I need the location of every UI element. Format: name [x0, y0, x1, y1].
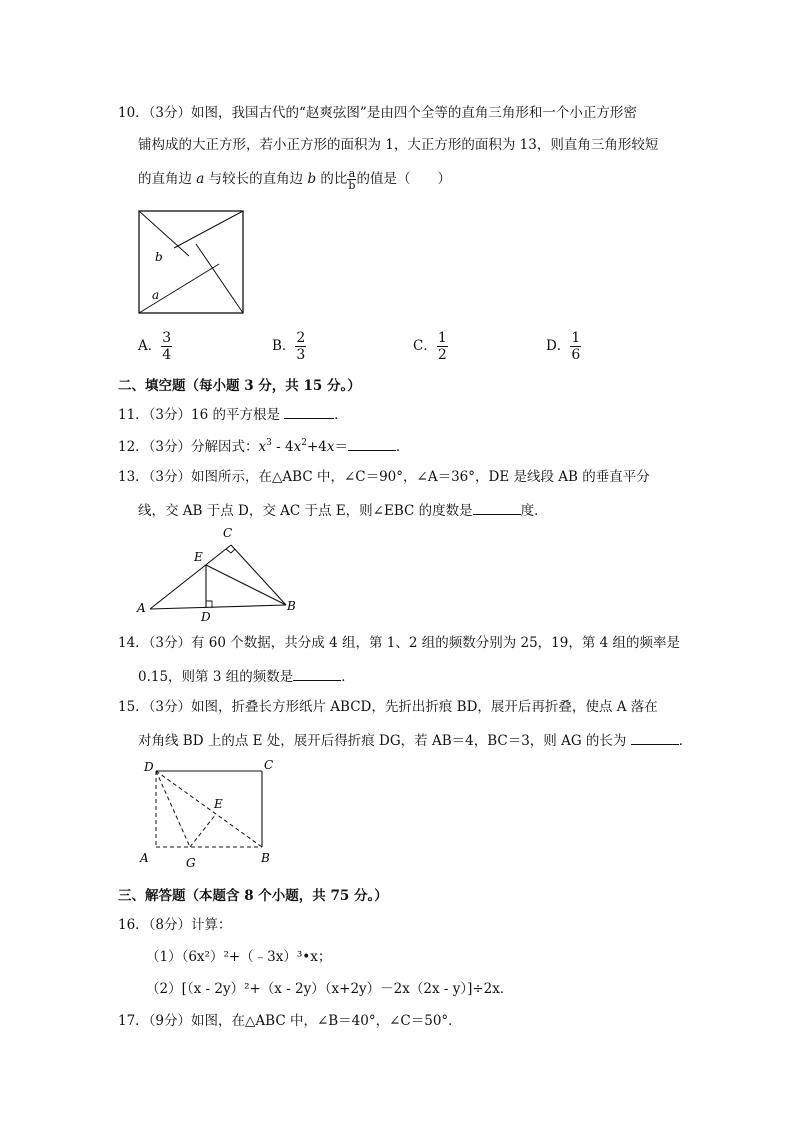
- answer-blank[interactable]: [631, 730, 679, 745]
- var-a: a: [196, 171, 205, 187]
- q11: 11．（3分）16 的平方根是 ．: [118, 404, 348, 424]
- q16-title: 16．（8分）计算：: [118, 917, 232, 933]
- q15-line2: 对角线 BD 上的点 E 处，展开后得折痕 DG，若 AB＝4，BC＝3，则 AG 的长为 ．: [138, 730, 692, 750]
- svg-text:E: E: [214, 797, 223, 811]
- svg-text:D: D: [144, 760, 154, 774]
- svg-text:G: G: [186, 856, 196, 870]
- zhaoshuang-diagram: [136, 208, 248, 316]
- q12: 12．（3分）分解因式：$x^3 - 4x^2+4x=$ ．: [118, 438, 410, 455]
- option-c[interactable]: C． $\frac{1}{2}$: [413, 330, 447, 363]
- q14-line2: 0.15，则第 3 组的频数是 ．: [138, 666, 355, 686]
- svg-text:B: B: [261, 851, 270, 865]
- q13-line1: 13．（3分）如图所示，在△ABC 中，∠C＝90°，∠A＝36°，DE 是线段 AB 的垂直平分: [118, 469, 650, 485]
- answer-blank[interactable]: [348, 436, 396, 451]
- answer-blank[interactable]: [284, 404, 334, 419]
- svg-text:A: A: [140, 851, 149, 865]
- q16-part2: （2）[（x - 2y）²+（x - 2y）（x+2y）－2x（2x - y）]÷2x．: [146, 981, 514, 997]
- option-a[interactable]: A． $\frac{3}{4}$: [138, 330, 172, 363]
- section-answer-title: 三、解答题（本题含 8 个小题，共 75 分。）: [118, 888, 388, 904]
- q15-line1: 15．（3分）如图，折叠长方形纸片 ABCD，先折出折痕 BD，展开后再折叠，使点 A 落在: [118, 699, 658, 715]
- q16-part1: （1）（6x²）²+（﹣3x）³•x；: [146, 949, 332, 965]
- svg-text:E: E: [194, 550, 203, 564]
- answer-blank[interactable]: [293, 666, 341, 681]
- q10-line2: 铺构成的大正方形，若小正方形的面积为 1，大正方形的面积为 13，则直角三角形较短: [138, 137, 659, 153]
- q14-line1: 14．（3分）有 60 个数据，共分成 4 组，第 1、2 组的频数分别为 25，19，第 4 组的频率是: [118, 635, 681, 651]
- option-b[interactable]: B． $\frac{2}{3}$: [272, 330, 306, 363]
- svg-text:A: A: [137, 601, 146, 615]
- q17: 17．（9分）如图，在△ABC 中，∠B＝40°，∠C＝50°．: [118, 1013, 462, 1029]
- svg-text:D: D: [201, 610, 211, 624]
- section-fill-in-title: 二、填空题（每小题 3 分，共 15 分。）: [118, 378, 361, 394]
- option-d[interactable]: D． $\frac{1}{6}$: [546, 330, 581, 363]
- answer-blank[interactable]: [473, 500, 521, 515]
- q10-line1: 10．（3分）如图，我国古代的“赵爽弦图”是由四个全等的直角三角形和一个小正方形密: [118, 105, 637, 121]
- label-a: a: [152, 288, 160, 302]
- svg-text:C: C: [223, 526, 233, 540]
- svg-text:C: C: [264, 758, 274, 772]
- fraction-a-over-b: $\frac{a}{b}$: [348, 167, 356, 192]
- q13-line2: 线，交 AB 于点 D，交 AC 于点 E，则∠EBC 的度数是 度．: [138, 500, 548, 520]
- triangle-diagram: [134, 524, 304, 624]
- q10-line3: 的直角边 a 与较长的直角边 b 的比 $\frac{a}{b}$ 的值是（ ）: [138, 167, 451, 192]
- var-b: b: [307, 171, 317, 187]
- svg-text:B: B: [287, 599, 296, 613]
- rectangle-fold-diagram: [138, 756, 278, 874]
- label-b: b: [155, 250, 163, 264]
